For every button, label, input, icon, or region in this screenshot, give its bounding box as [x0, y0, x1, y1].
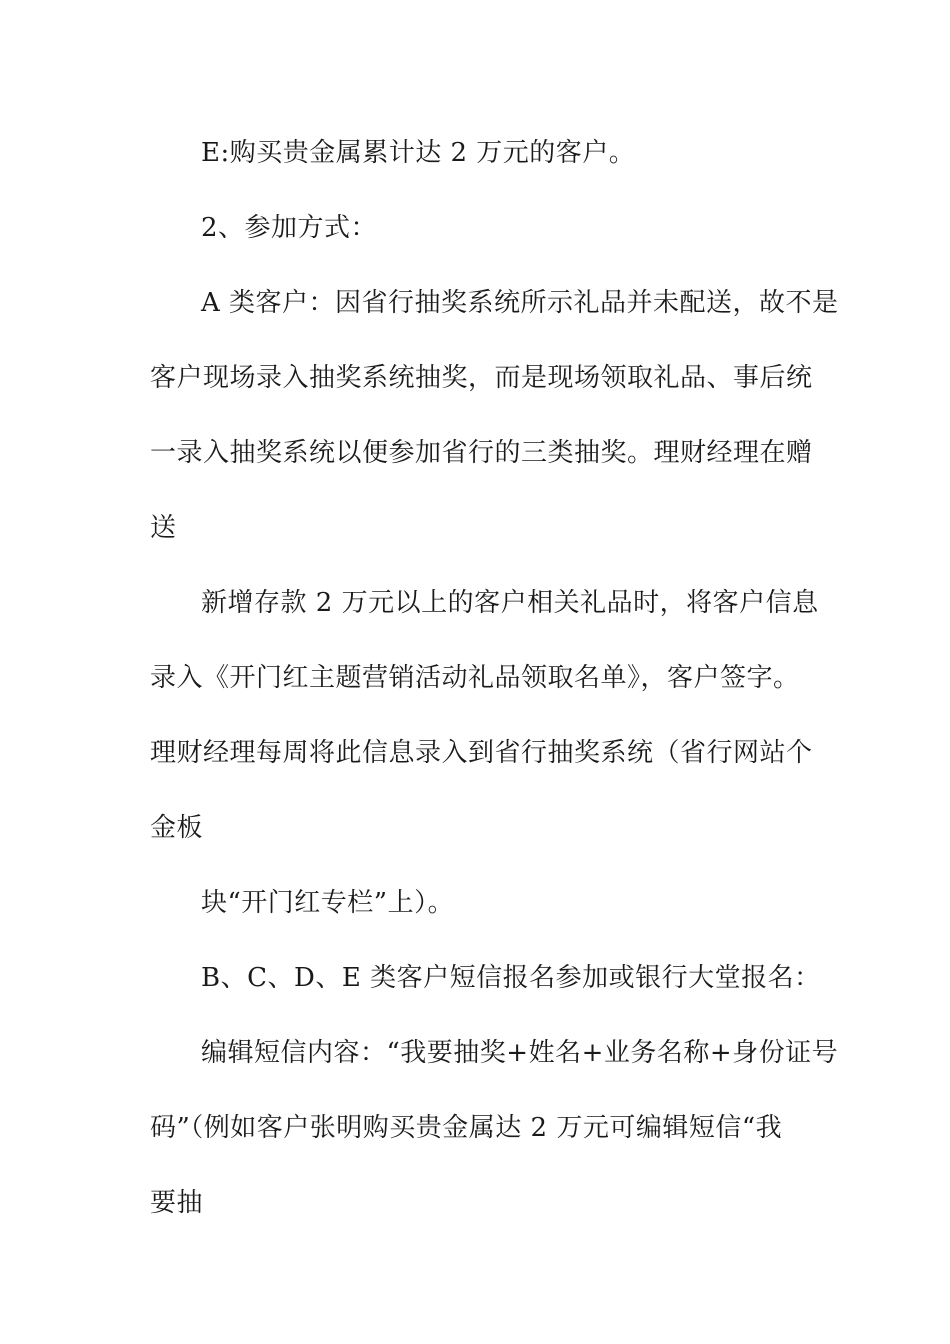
text-line-deposit-3: 理财经理每周将此信息录入到省行抽奖系统（省行网站个: [150, 738, 813, 768]
text-line-deposit-2: 录入《开门红主题营销活动礼品领取名单》，客户签字。: [150, 663, 800, 693]
text-line-deposit-1: 新增存款 2 万元以上的客户相关礼品时，将客户信息: [201, 588, 819, 618]
text-line-eligibility-e: E:购买贵金属累计达 2 万元的客户。: [201, 138, 636, 168]
text-line-class-bcde: B、C、D、E 类客户短信报名参加或银行大堂报名：: [201, 963, 821, 993]
text-line-sms-3: 要抽: [150, 1188, 204, 1218]
text-line-sms-1: 编辑短信内容：“我要抽奖+姓名+业务名称+身份证号: [201, 1038, 839, 1068]
text-line-deposit-5: 块“开门红专栏”上）。: [201, 888, 455, 918]
text-line-class-a-3: 一录入抽奖系统以便参加省行的三类抽奖。理财经理在赠: [150, 438, 813, 468]
text-line-class-a-4: 送: [150, 513, 177, 543]
text-line-sms-2: 码”（例如客户张明购买贵金属达 2 万元可编辑短信“我: [150, 1113, 783, 1143]
text-line-participation-heading: 2、参加方式：: [201, 213, 378, 243]
text-line-class-a-2: 客户现场录入抽奖系统抽奖，而是现场领取礼品、事后统: [150, 363, 813, 393]
text-line-class-a-1: A 类客户：因省行抽奖系统所示礼品并未配送，故不是: [201, 288, 839, 318]
text-line-deposit-4: 金板: [150, 813, 204, 843]
